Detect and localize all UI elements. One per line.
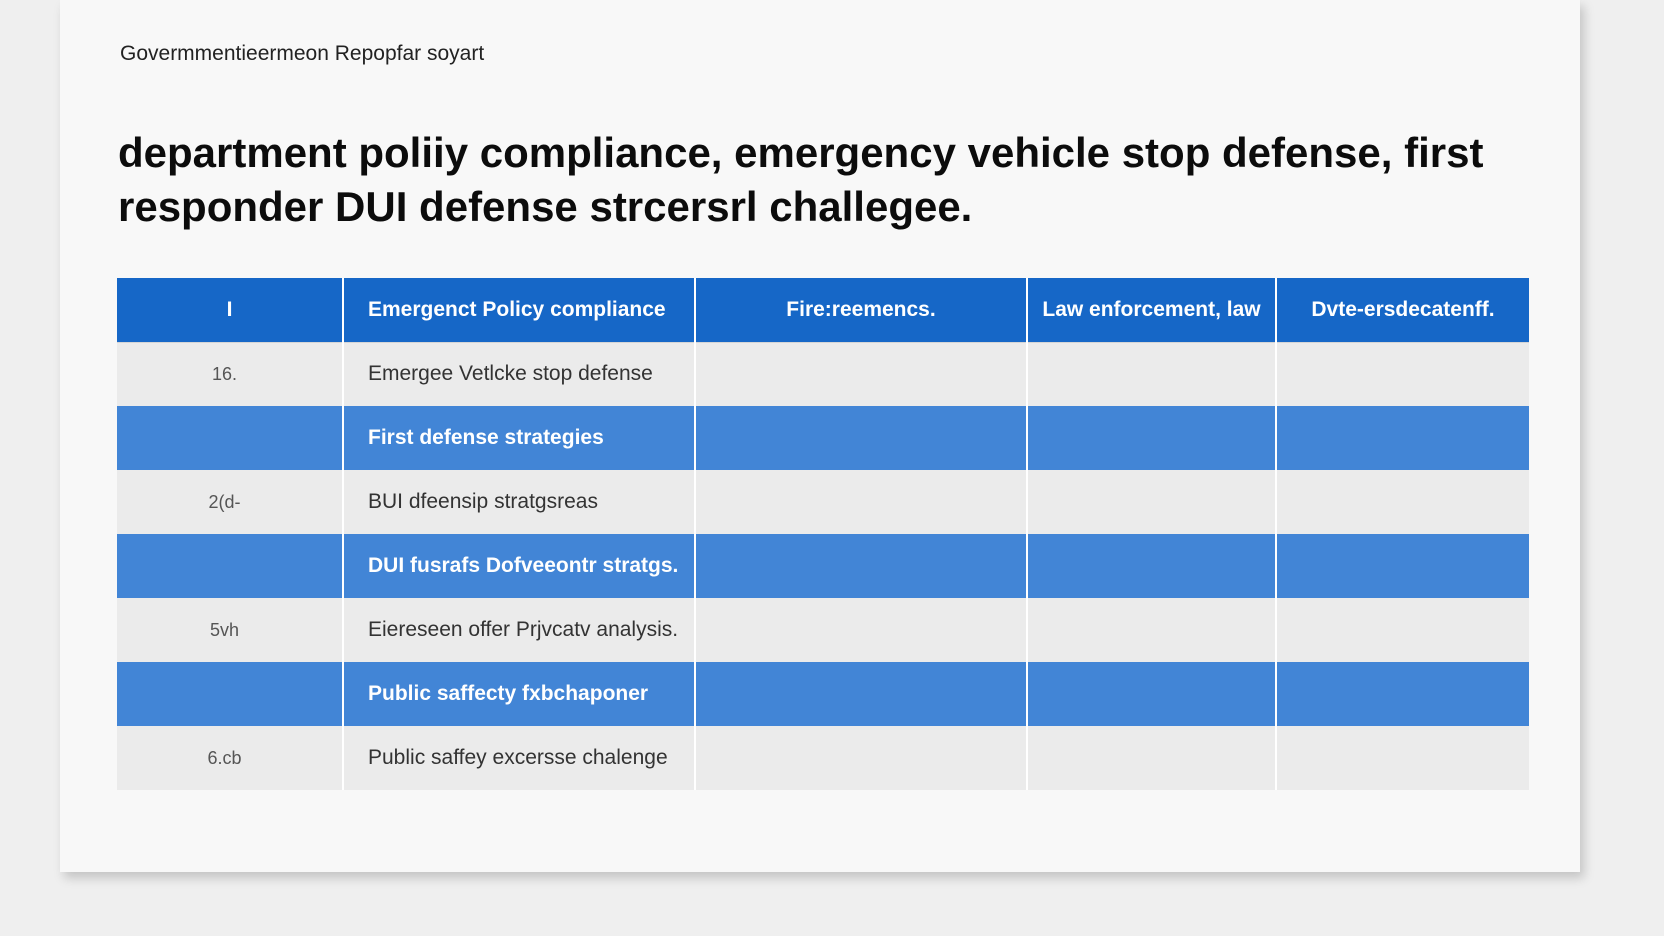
table-cell bbox=[695, 726, 1027, 790]
column-header: Dvte-ersdecatenff. bbox=[1276, 278, 1529, 342]
table-row bbox=[117, 598, 1529, 662]
table-cell bbox=[695, 470, 1027, 534]
table-cell bbox=[695, 534, 1027, 598]
table-cell bbox=[1027, 342, 1276, 406]
table-cell bbox=[1027, 470, 1276, 534]
table-cell bbox=[1027, 534, 1276, 598]
table-row bbox=[117, 726, 1529, 790]
table-cell bbox=[1276, 662, 1529, 726]
table-cell: DUI fusrafs Dofveeontr stratgs. bbox=[343, 534, 695, 598]
table-row bbox=[117, 406, 1529, 470]
table-cell bbox=[1276, 470, 1529, 534]
table-cell: BUI dfeensip stratgsreas bbox=[343, 470, 695, 534]
column-header: Law enforcement, law bbox=[1027, 278, 1276, 342]
table-row bbox=[117, 662, 1529, 726]
table-cell bbox=[1027, 726, 1276, 790]
table-cell: First defense strategies bbox=[343, 406, 695, 470]
policy-table bbox=[117, 278, 1529, 790]
table-cell bbox=[1027, 662, 1276, 726]
table-cell: Eiereseen offer Prjvcatv analysis. bbox=[343, 598, 695, 662]
table-cell bbox=[117, 662, 343, 726]
table-cell: 5vh bbox=[117, 598, 343, 662]
table-cell bbox=[695, 598, 1027, 662]
table-row bbox=[117, 470, 1529, 534]
table-cell bbox=[117, 534, 343, 598]
table-row bbox=[117, 342, 1529, 406]
column-header: I bbox=[117, 278, 343, 342]
table-cell bbox=[695, 342, 1027, 406]
table-cell bbox=[1027, 406, 1276, 470]
table-cell: 2(d- bbox=[117, 470, 343, 534]
table-cell bbox=[695, 406, 1027, 470]
table-cell: Emergee Vetlcke stop defense bbox=[343, 342, 695, 406]
table-cell: 6.cb bbox=[117, 726, 343, 790]
table-cell: 16. bbox=[117, 342, 343, 406]
table-row bbox=[117, 534, 1529, 598]
table-cell bbox=[1276, 342, 1529, 406]
table-cell bbox=[1027, 598, 1276, 662]
document-heading: department poliiy compliance, emergency vehicle stop defense, first responder DUI defense strcersrl challegee. bbox=[118, 129, 1484, 230]
table-cell: Public saffecty fxbchaponer bbox=[343, 662, 695, 726]
document-page bbox=[60, 0, 1580, 872]
table-cell: Public saffey excersse chalenge bbox=[343, 726, 695, 790]
table-cell bbox=[1276, 534, 1529, 598]
table-header-row bbox=[117, 278, 1529, 342]
table-cell bbox=[117, 406, 343, 470]
table-cell bbox=[1276, 406, 1529, 470]
report-label: Govermmentieermeon Repopfar soyart bbox=[120, 42, 485, 65]
table-cell bbox=[1276, 598, 1529, 662]
column-header: Emergenct Policy compliance bbox=[343, 278, 695, 342]
table-cell bbox=[695, 662, 1027, 726]
table-cell bbox=[1276, 726, 1529, 790]
column-header: Fire:reemencs. bbox=[695, 278, 1027, 342]
